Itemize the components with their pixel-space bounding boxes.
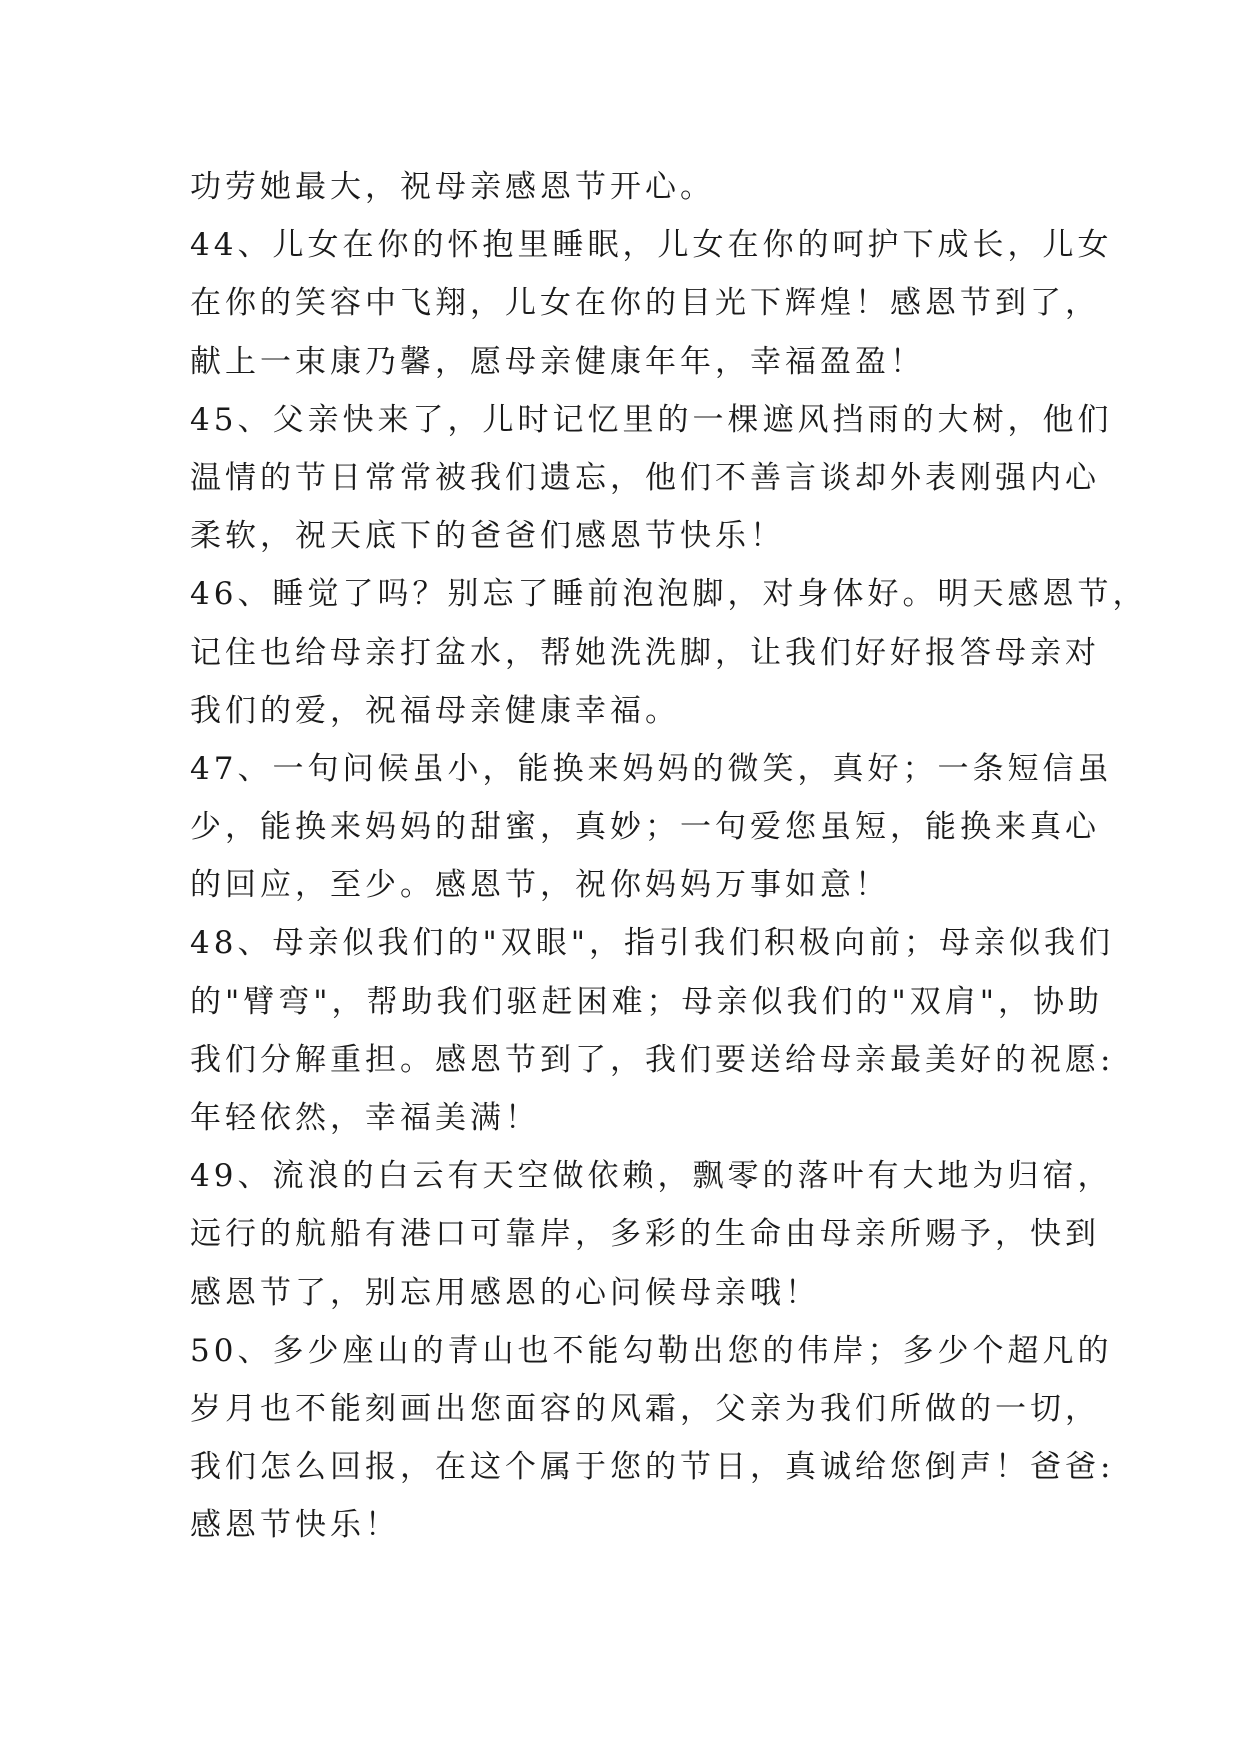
- text-line: 47、一句问候虽小，能换来妈妈的微笑，真好；一条短信虽: [190, 750, 1113, 787]
- text-line: 我们的爱，祝福母亲健康幸福。: [190, 692, 680, 729]
- text-line: 50、多少座山的青山也不能勾勒出您的伟岸；多少个超凡的: [190, 1332, 1113, 1369]
- text-line: 48、母亲似我们的"双眼"，指引我们积极向前；母亲似我们: [190, 925, 1114, 962]
- text-line: 远行的航船有港口可靠岸，多彩的生命由母亲所赐予，快到: [190, 1216, 1100, 1253]
- text-line: 岁月也不能刻画出您面容的风霜，父亲为我们所做的一切，: [190, 1390, 1100, 1427]
- text-line: 柔软，祝天底下的爸爸们感恩节快乐！: [190, 518, 785, 555]
- text-line: 49、流浪的白云有天空做依赖，飘零的落叶有大地为归宿，: [190, 1158, 1113, 1195]
- document-body: [190, 158, 1148, 1555]
- text-line: 感恩节了，别忘用感恩的心问候母亲哦！: [190, 1274, 820, 1311]
- text-line: 功劳她最大，祝母亲感恩节开心。: [190, 169, 715, 205]
- text-line: 的回应，至少。感恩节，祝你妈妈万事如意！: [190, 867, 890, 904]
- text-line: 记住也给母亲打盆水，帮她洗洗脚，让我们好好报答母亲对: [190, 634, 1100, 671]
- text-line: 温情的节日常常被我们遗忘，他们不善言谈却外表刚强内心: [190, 459, 1100, 496]
- text-line: 的"臂弯"，帮助我们驱赶困难；母亲似我们的"双肩"，协助: [190, 983, 1104, 1020]
- text-line: 我们分解重担。感恩节到了，我们要送给母亲最美好的祝愿:: [190, 1041, 1115, 1078]
- text-line: 44、儿女在你的怀抱里睡眠，儿女在你的呵护下成长，儿女: [190, 227, 1113, 264]
- text-line: 我们怎么回报，在这个属于您的节日，真诚给您倒声！爸爸:: [190, 1449, 1115, 1486]
- text-line: 献上一束康乃馨，愿母亲健康年年，幸福盈盈！: [190, 343, 925, 380]
- text-line: 感恩节快乐！: [190, 1507, 400, 1544]
- text-line: 在你的笑容中飞翔，儿女在你的目光下辉煌！感恩节到了，: [190, 285, 1100, 322]
- text-line: 45、父亲快来了，儿时记忆里的一棵遮风挡雨的大树，他们: [190, 401, 1113, 438]
- text-line: 少，能换来妈妈的甜蜜，真妙；一句爱您虽短，能换来真心: [190, 809, 1100, 846]
- text-line: 年轻依然，幸福美满！: [190, 1100, 540, 1136]
- text-line: 46、睡觉了吗？别忘了睡前泡泡脚，对身体好。明天感恩节，: [190, 576, 1148, 613]
